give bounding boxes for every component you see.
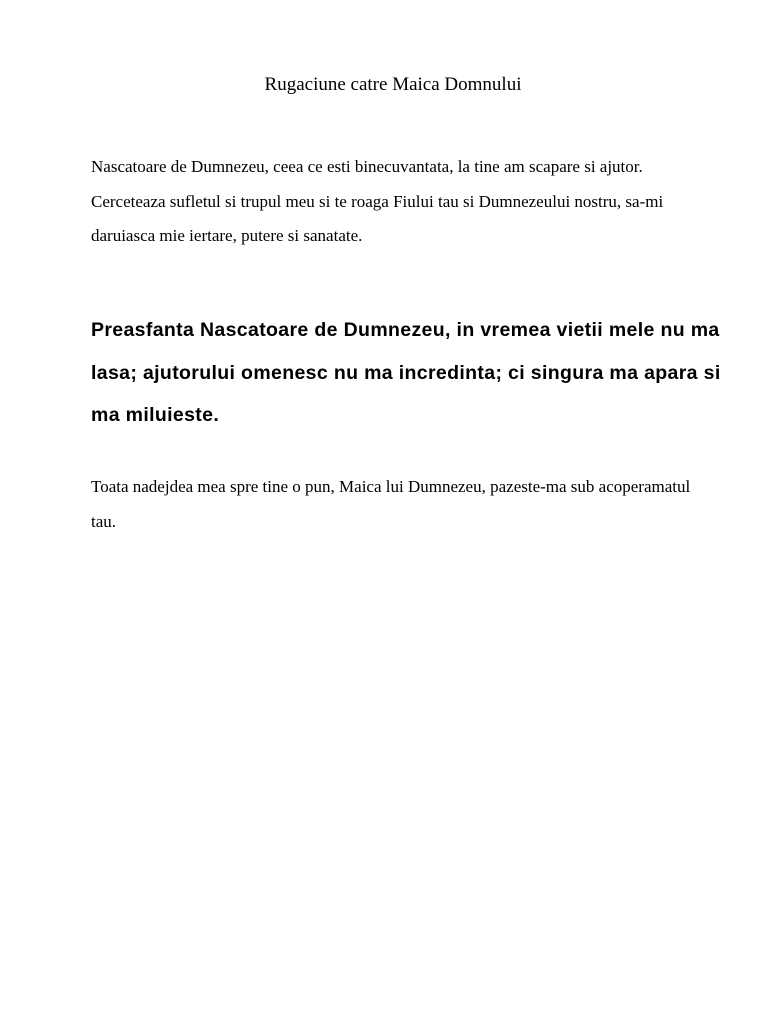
- prayer-paragraph-1: Nascatoare de Dumnezeu, ceea ce esti binecuvantata, la tine am scapare si ajutor. Cerceteaza sufletul si trupul meu si te roaga Fiului tau si Dumnezeului nostru, sa-mi daruiasca mie iertare, putere si sanatate.: [91, 157, 664, 245]
- document-title: Rugaciune catre Maica Domnului: [264, 74, 522, 95]
- prayer-paragraph-2-emphasized: Preasfanta Nascatoare de Dumnezeu, in vremea vietii mele nu ma lasa; ajutorului omenesc nu ma incredinta; ci singura ma apara si ma miluieste.: [91, 319, 721, 426]
- prayer-paragraph-3: Toata nadejdea mea spre tine o pun, Maica lui Dumnezeu, pazeste-ma sub acoperamatul tau.: [91, 477, 691, 531]
